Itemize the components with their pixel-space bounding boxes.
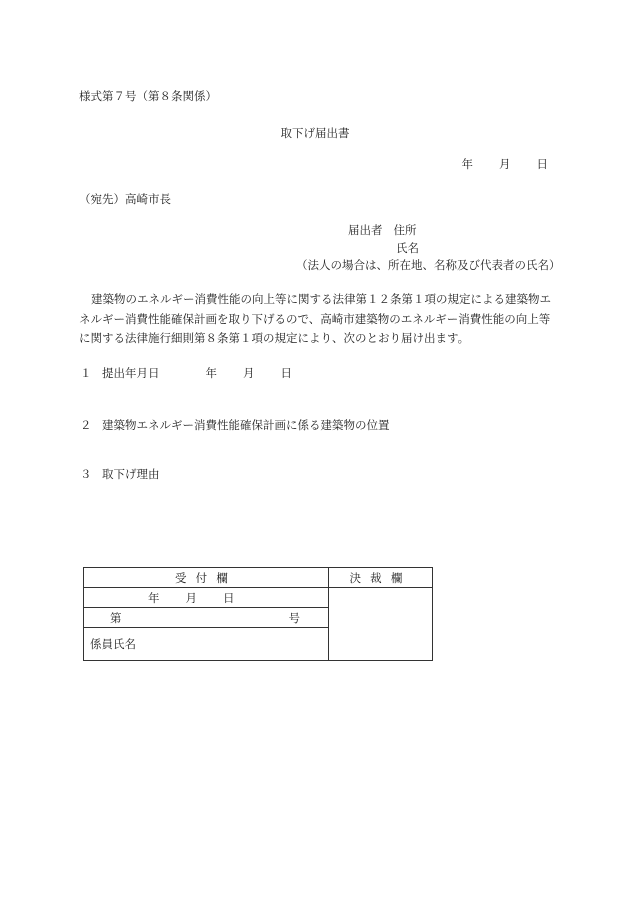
staff-label: 係員氏名 [90, 637, 136, 651]
year-label: 年 [148, 590, 160, 605]
name-label: 氏名 [396, 240, 419, 255]
corporate-note: （法人の場合は、所在地、名称及び代表者の氏名） [296, 258, 561, 272]
item-submission-date [80, 365, 292, 381]
day-label: 日 [536, 157, 548, 171]
reception-date-cell [84, 588, 329, 608]
staff-name-cell [84, 628, 329, 661]
year-label: 年 [461, 157, 473, 171]
form-number: 様式第７号（第８条関係） [79, 89, 217, 103]
day-label: 日 [280, 366, 292, 380]
submission-date-header [462, 156, 549, 172]
month-label: 月 [243, 366, 255, 380]
reception-header: 受付欄 [84, 568, 329, 588]
number-suffix: 号 [288, 610, 300, 625]
item-building-location [80, 417, 390, 433]
item-label: 建築物エネルギー消費性能確保計画に係る建築物の位置 [102, 418, 390, 432]
body-paragraph [79, 290, 555, 349]
item-label: 取下げ理由 [102, 467, 160, 481]
address-label: 住所 [393, 223, 417, 237]
document-title: 取下げ届出書 [280, 126, 350, 140]
item-number: ３ [80, 467, 92, 481]
addressee: （宛先）高崎市長 [79, 192, 171, 206]
body-text: 建築物のエネルギー消費性能の向上等に関する法律第１２条第１項の規定による建築物エネルギー消費性能確保計画を取り下げるので、高崎市建築物のエネルギー消費性能の向上等に関する法律施行細則第８条第１項の規定により、次のとおり届け出ます。 [79, 292, 551, 345]
year-label: 年 [205, 366, 217, 380]
day-label: 日 [223, 590, 235, 605]
number-prefix: 第 [110, 610, 122, 625]
item-number: ２ [80, 418, 92, 432]
item-label: 提出年月日 [102, 366, 160, 380]
item-number: １ [80, 366, 92, 380]
decision-cell [329, 588, 433, 661]
decision-header: 決裁欄 [329, 568, 433, 588]
applicant-block [296, 222, 613, 275]
reception-number-cell [84, 608, 329, 628]
month-label: 月 [499, 157, 511, 171]
office-use-table [83, 567, 433, 661]
month-label: 月 [185, 590, 197, 605]
applicant-label: 届出者 [348, 223, 383, 237]
item-withdrawal-reason [80, 466, 160, 482]
